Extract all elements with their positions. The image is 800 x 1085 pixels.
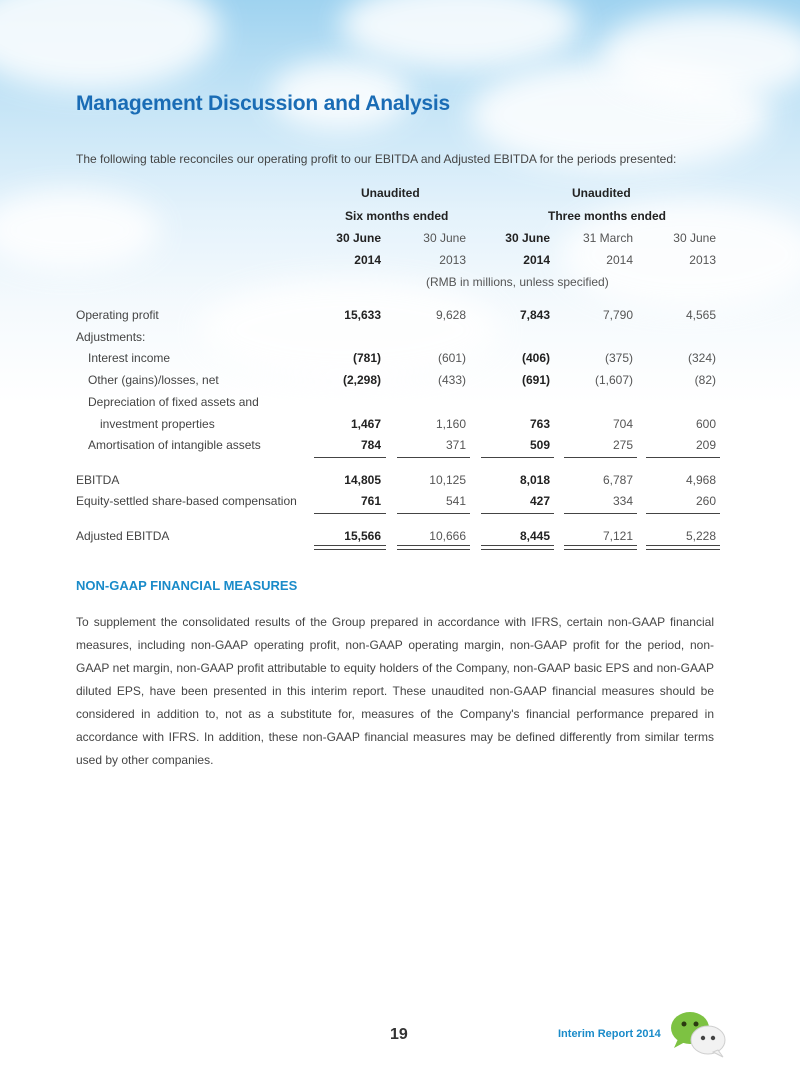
- table-cell: (324): [687, 351, 716, 365]
- column-year: 2014: [606, 253, 633, 267]
- column-date: 31 March: [582, 231, 633, 245]
- table-cell: 763: [529, 417, 550, 431]
- row-label: Adjusted EBITDA: [76, 529, 170, 543]
- row-label: Interest income: [88, 351, 171, 365]
- table-cell: 1,467: [350, 417, 381, 431]
- total-rule: [481, 513, 554, 514]
- double-rule: [397, 545, 470, 550]
- table-cell: 704: [612, 417, 633, 431]
- table-cell: 8,445: [519, 529, 550, 543]
- column-date: 30 June: [336, 231, 381, 245]
- row-label: Adjustments:: [76, 330, 146, 344]
- total-rule: [397, 513, 470, 514]
- column-date: 30 June: [673, 231, 716, 245]
- table-cell: 427: [529, 494, 550, 508]
- column-date: 30 June: [505, 231, 550, 245]
- table-cell: (2,298): [342, 373, 381, 387]
- table-cell: 9,628: [435, 308, 466, 322]
- intro-text: The following table reconciles our operating profit to our EBITDA and Adjusted EBITDA for the periods presented:: [76, 152, 677, 166]
- column-date: 30 June: [423, 231, 466, 245]
- double-rule: [314, 545, 386, 550]
- table-cell: 1,160: [435, 417, 466, 431]
- table-cell: 10,666: [429, 529, 466, 543]
- table-cell: 6,787: [602, 473, 633, 487]
- table-cell: 4,968: [685, 473, 716, 487]
- subtotal-rule: [314, 457, 386, 458]
- table-cell: 209: [695, 438, 716, 452]
- table-cell: 10,125: [429, 473, 466, 487]
- table-cell: 260: [695, 494, 716, 508]
- table-cell: 7,843: [519, 308, 550, 322]
- table-cell: 7,790: [602, 308, 633, 322]
- column-year: 2014: [523, 253, 550, 267]
- table-cell: 275: [612, 438, 633, 452]
- section-title: NON-GAAP FINANCIAL MEASURES: [76, 578, 298, 593]
- group1-period: Six months ended: [345, 209, 449, 223]
- table-cell: 761: [360, 494, 381, 508]
- subtotal-rule: [646, 457, 720, 458]
- column-year: 2014: [354, 253, 381, 267]
- table-cell: (601): [437, 351, 466, 365]
- table-cell: 14,805: [344, 473, 381, 487]
- table-cell: 15,633: [344, 308, 381, 322]
- table-cell: 371: [445, 438, 466, 452]
- row-label: Other (gains)/losses, net: [88, 373, 219, 387]
- group2-status: Unaudited: [572, 186, 631, 200]
- total-rule: [314, 513, 386, 514]
- body-paragraph: To supplement the consolidated results of the Group prepared in accordance with IFRS, certain non-GAAP financial measures, including non-GAAP operating profit, non-GAAP operating margin, non-GAAP profit for the period, non-GAAP net margin, non-GAAP profit attributable to equity holders of the Company, non-GAAP basic EPS and non-GAAP diluted EPS, have been presented in this interim report. These unaudited non-GAAP financial measures should be considered in addition to, not as a substitute for, measures of the Company's financial performance prepared in accordance with IFRS. In addition, these non-GAAP financial measures may be defined differently from similar terms used by other companies.: [76, 615, 714, 767]
- table-cell: (781): [352, 351, 381, 365]
- table-cell: 334: [612, 494, 633, 508]
- row-label: investment properties: [100, 417, 215, 431]
- subtotal-rule: [397, 457, 470, 458]
- table-cell: 5,228: [685, 529, 716, 543]
- column-year: 2013: [439, 253, 466, 267]
- table-cell: 600: [695, 417, 716, 431]
- group2-period: Three months ended: [548, 209, 667, 223]
- table-cell: 509: [529, 438, 550, 452]
- row-label: Depreciation of fixed assets and: [88, 395, 259, 409]
- column-year: 2013: [689, 253, 716, 267]
- page-title: Management Discussion and Analysis: [76, 92, 451, 115]
- row-label: EBITDA: [76, 473, 120, 487]
- total-rule: [564, 513, 637, 514]
- unit-note: (RMB in millions, unless specified): [426, 275, 609, 289]
- page-number: 19: [390, 1026, 408, 1043]
- table-cell: 4,565: [685, 308, 716, 322]
- row-label: Operating profit: [76, 308, 159, 322]
- double-rule: [564, 545, 637, 550]
- table-cell: (375): [604, 351, 633, 365]
- table-cell: (406): [521, 351, 550, 365]
- table-cell: 541: [445, 494, 466, 508]
- subtotal-rule: [481, 457, 554, 458]
- row-label: Amortisation of intangible assets: [88, 438, 261, 452]
- table-cell: (1,607): [594, 373, 633, 387]
- table-cell: 15,566: [344, 529, 381, 543]
- double-rule: [481, 545, 554, 550]
- table-cell: 8,018: [519, 473, 550, 487]
- table-cell: 7,121: [602, 529, 633, 543]
- table-cell: (691): [521, 373, 550, 387]
- total-rule: [646, 513, 720, 514]
- row-label: Equity-settled share-based compensation: [76, 494, 297, 508]
- report-name: Interim Report 2014: [558, 1028, 661, 1040]
- wechat-logo-icon: [668, 1008, 728, 1058]
- table-cell: (433): [437, 373, 466, 387]
- subtotal-rule: [564, 457, 637, 458]
- double-rule: [646, 545, 720, 550]
- group1-status: Unaudited: [361, 186, 420, 200]
- table-cell: (82): [694, 373, 716, 387]
- table-cell: 784: [360, 438, 381, 452]
